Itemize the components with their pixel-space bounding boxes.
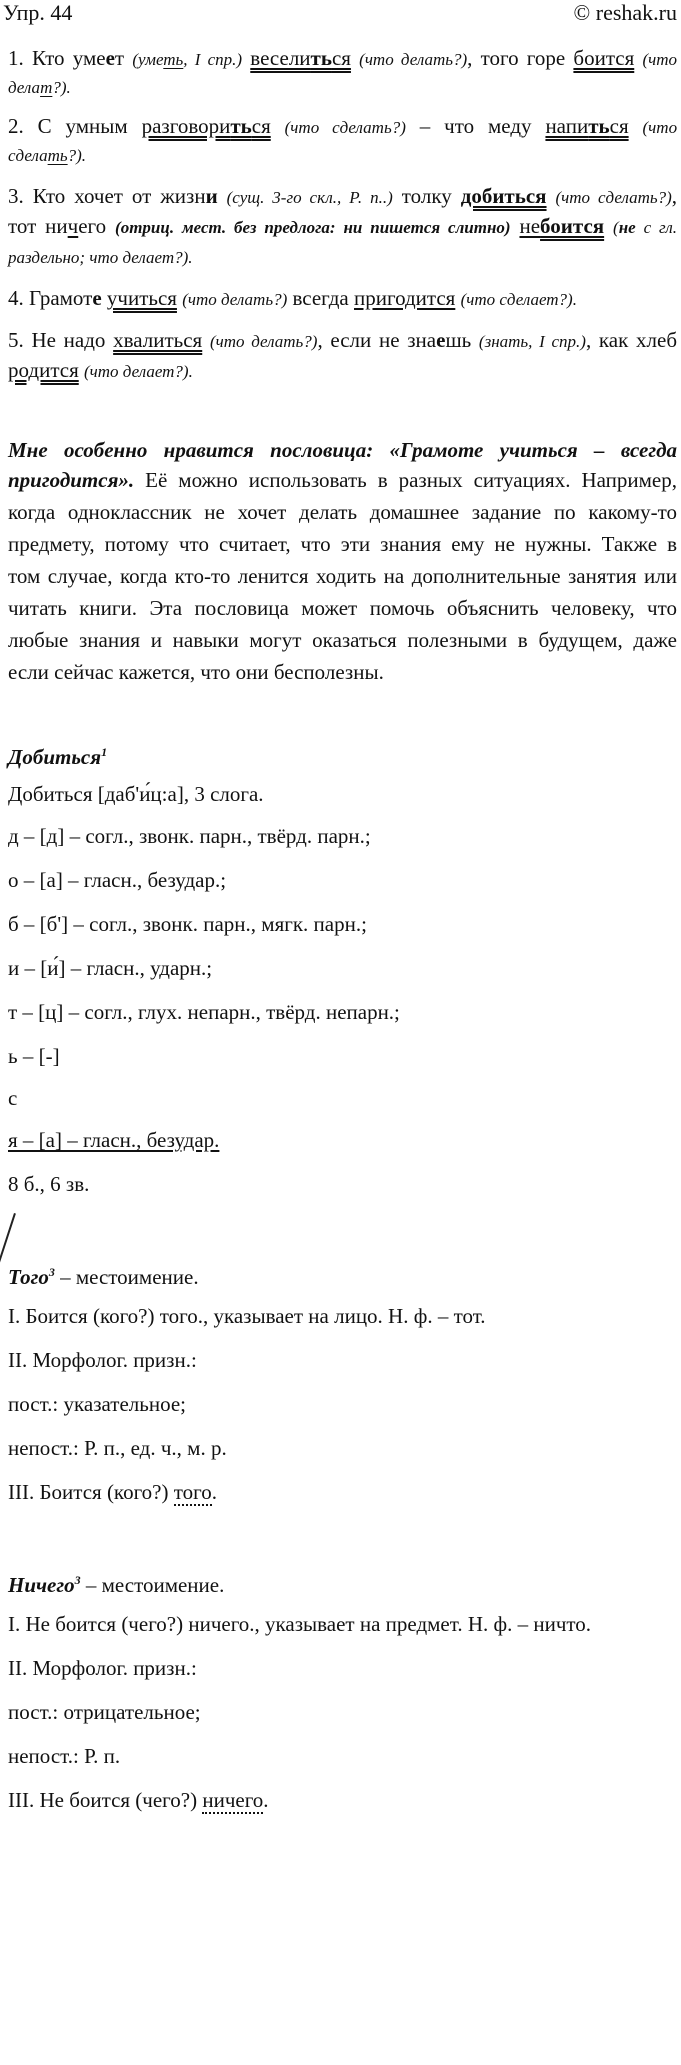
morph-line: II. Морфолог. призн.: <box>8 1348 197 1372</box>
text: 5. Не надо <box>8 328 114 352</box>
note: делат?). <box>8 78 71 97</box>
note: (что сделать?) <box>555 188 672 207</box>
text: 2. С умным <box>8 114 128 138</box>
note: (что делать?) <box>359 50 468 69</box>
text: толку <box>392 184 461 208</box>
phonetic-line: ь – [-] <box>8 1044 60 1068</box>
note: (что делать?) <box>209 332 318 351</box>
paragraph-line-6: читать книги. Эта пословица может помочь объяснить человеку, что <box>8 596 677 620</box>
predicate-word: пригодится <box>354 286 456 310</box>
ending: е <box>105 46 115 70</box>
togo-title: Того$^3$ – местоимение. <box>8 1265 199 1289</box>
text: 4. Грамот <box>8 286 93 310</box>
sentence-4 <box>8 284 677 314</box>
exercise-title: Упр. 44 <box>3 0 73 25</box>
sentence-5-line-2 <box>8 356 677 386</box>
predicate-word: боится <box>573 46 635 70</box>
paragraph-line-2: пригодится». Её можно использовать в разных ситуациях. Например, <box>8 468 677 492</box>
predicate-word: учиться <box>106 286 177 310</box>
paragraph-line-7: любые знания и навыки могут оказаться полезными в будущем, даже <box>8 628 677 652</box>
morph-line: непост.: Р. п. <box>8 1744 121 1768</box>
paragraph-line-1: Мне особенно нравится пословица: «Грамоте учиться – всегда <box>8 438 677 462</box>
text: , того горе <box>467 46 574 70</box>
nichego-title: Ничего$^3$ – местоимение. <box>8 1573 225 1597</box>
paragraph-line-4: предмету, потому что считает, что эти знания ему не нужны. Также в <box>8 532 677 556</box>
paragraph-line-8: если сейчас кажется, что они бесполезны. <box>8 660 384 684</box>
sentence-1-line-1 <box>8 44 677 74</box>
phonetic-title: Добиться$^1$ <box>8 745 108 769</box>
phonetic-line: б – [б'] – согл., звонк. парн., мягк. парн.; <box>8 912 367 936</box>
page-header <box>3 0 677 30</box>
text: – что меду <box>419 114 532 138</box>
text: , если не знаешь <box>317 328 479 352</box>
phonetic-line: д – [д] – согл., звонк. парн., твёрд. парн.; <box>8 824 371 848</box>
text: не <box>519 214 541 238</box>
note: (что <box>642 118 678 137</box>
paragraph-line-5: том случае, когда кто-то ленится ходить на дополнительные занятия или <box>8 564 677 588</box>
ending: е <box>92 286 102 310</box>
text: , <box>671 184 678 208</box>
predicate-word: веселиться <box>250 46 351 70</box>
sentence-3-line-1 <box>8 182 677 212</box>
note: (что сделает?). <box>460 290 577 309</box>
sentence-5-line-1 <box>8 326 677 356</box>
predicate-word: напиться <box>545 114 629 138</box>
source-watermark: © reshak.ru <box>573 0 677 25</box>
morph-line: III. Не боится (чего?) ничего. <box>8 1788 269 1812</box>
note: (что <box>642 50 678 69</box>
morph-line: непост.: Р. п., ед. ч., м. р. <box>8 1436 227 1460</box>
predicate-word: боится <box>540 214 605 238</box>
paragraph-line-3: когда одноклассник не хочет делать домашнее задание по какому-то <box>8 500 677 524</box>
predicate-word: хвалиться <box>113 328 203 352</box>
sentence-3-line-3 <box>8 242 677 272</box>
phonetic-summary: 8 б., 6 зв. <box>8 1172 90 1196</box>
predicate-word: разговориться <box>141 114 271 138</box>
ending: и <box>205 184 218 208</box>
note: (не с гл. <box>613 218 678 237</box>
note: (отриц. мест. без предлога: ни пишется слитно) <box>115 218 511 237</box>
note: сделать?). <box>8 146 87 165</box>
text: 3. Кто хочет от жизн <box>8 184 206 208</box>
predicate-word: родится <box>8 358 79 382</box>
phonetic-line: я – [а] – гласн., безудар. <box>8 1128 220 1152</box>
phonetic-line: о – [а] – гласн., безудар.; <box>8 868 227 892</box>
note: раздельно; что делает?). <box>8 248 193 267</box>
note: (что делать?) <box>182 290 288 309</box>
phonetic-line: и – [и́] – гласн., ударн.; <box>8 956 213 980</box>
sentence-3-line-2 <box>8 212 677 242</box>
morph-line: I. Боится (кого?) того., указывает на лицо. Н. ф. – тот. <box>8 1304 486 1328</box>
phonetic-line: Добиться [даб'и́ц:а], 3 слога. <box>8 782 264 806</box>
sentence-2-line-1 <box>8 112 677 142</box>
sentence-2-line-2 <box>8 140 677 170</box>
note: (сущ. 3-го скл., Р. п..) <box>226 188 393 207</box>
text: тот ничего <box>8 214 107 238</box>
morph-line: I. Не боится (чего?) ничего., указывает на предмет. Н. ф. – ничто. <box>8 1612 592 1636</box>
phonetic-line: т – [ц] – согл., глух. непарн., твёрд. непарн.; <box>8 1000 400 1024</box>
note: (что сделать?) <box>284 118 406 137</box>
text: т <box>114 46 125 70</box>
text: 1. Кто уме <box>8 46 106 70</box>
morph-line: пост.: отрицательное; <box>8 1700 201 1724</box>
text: , как хлеб <box>585 328 678 352</box>
morph-line: III. Боится (кого?) того. <box>8 1480 217 1504</box>
text: всегда <box>287 286 354 310</box>
sentence-1-line-2 <box>8 72 677 102</box>
predicate-word: добиться <box>460 184 547 208</box>
note: (уметь, I спр.) <box>132 50 243 69</box>
note: (знать, I спр.) <box>478 332 586 351</box>
note: (что делает?). <box>83 362 193 381</box>
phonetic-line: с <box>8 1086 18 1110</box>
morph-line: II. Морфолог. призн.: <box>8 1656 197 1680</box>
morph-line: пост.: указательное; <box>8 1392 186 1416</box>
